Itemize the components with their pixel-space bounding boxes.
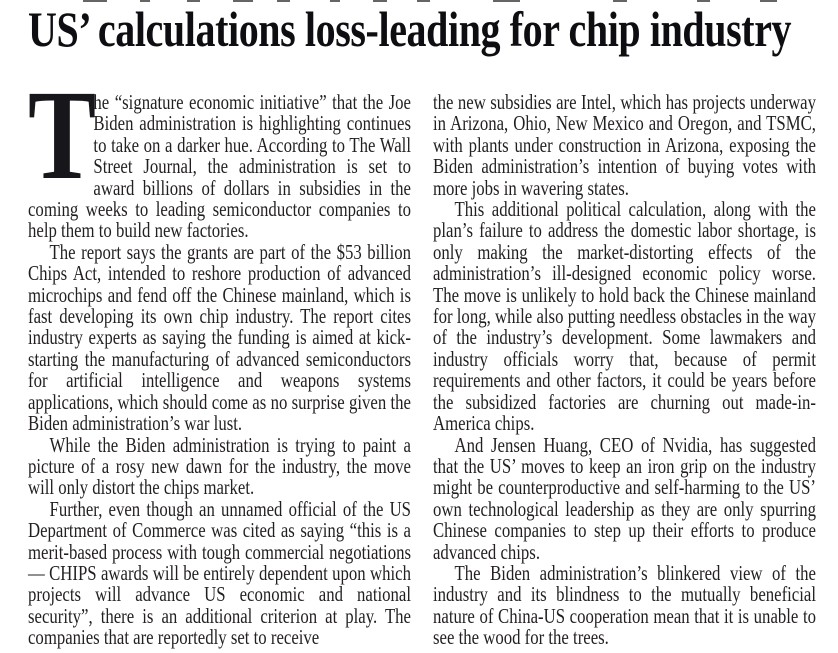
paragraph: The report says the grants are part of the $53 billion Chips Act, intended to reshore production of advanced microchips and fend off the Chinese mainland, which is fast developing its own chip industry. The report cites industry experts as saying the funding is aimed at kick-starting the manufacturing of advanced semiconductors for artificial intelligence and weapons systems applications, which should come as no surprise given the Biden administration’s war lust.	[28, 239, 411, 436]
lead-paragraph	[28, 64, 411, 243]
paragraph: the new subsidies are Intel, which has projects underway in Arizona, Ohio, New Mexico and Oregon, and TSMC, with plants under construction in Arizona, exposing the Biden administration’s intention of buying votes with more jobs in wavering states.	[433, 90, 816, 200]
left-column	[28, 64, 411, 650]
headline: US’ calculations loss-leading for chip industry	[28, 1, 792, 57]
paragraph: While the Biden administration is trying to paint a picture of a rosy new dawn for the industry, the move will only distort the chips market.	[28, 432, 411, 500]
right-column-text	[433, 92, 816, 649]
lead-paragraph-text: he “signature economic initiative” that the Joe Biden administration is highlighting continues to take on a darker hue. According to The Wall Street Journal, the administration is set to award billions of dollars in subsidies in the coming weeks to leading semiconductor companies to help them to build new factories.	[28, 90, 411, 243]
drop-cap-letter: T	[28, 64, 97, 206]
left-column-text	[28, 64, 411, 650]
article-body	[28, 64, 816, 650]
paragraph: And Jensen Huang, CEO of Nvidia, has suggested that the US’ moves to keep an iron grip on the industry might be counterproductive and self-harming to the US’ own technological leadership as they are only spurring Chinese companies to step up their efforts to produce advanced chips.	[433, 432, 816, 564]
paragraph: This additional political calculation, along with the plan’s failure to address the domestic labor shortage, is only making the market-distorting effects of the administration’s ill-designed economic policy worse. The move is unlikely to hold back the Chinese mainland for long, while also putting needless obstacles in the way of the industry’s development. Some lawmakers and industry officials worry that, because of permit requirements and other factors, it could be years before the subsidized factories are churning out made-in-America chips.	[433, 197, 816, 436]
paragraph: The Biden administration’s blinkered view of the industry and its blindness to the mutually beneficial nature of China-US cooperation mean that it is unable to see the wood for the trees.	[433, 560, 816, 650]
paragraph: Further, even though an unnamed official of the US Department of Commerce was cited as saying “this is a merit-based process with tough commercial negotiations — CHIPS awards will be entirely dependent upon which projects will advance US economic and national security”, there is an additional criterion at play. The companies that are reportedly set to receive	[28, 496, 411, 650]
right-column	[433, 90, 816, 650]
